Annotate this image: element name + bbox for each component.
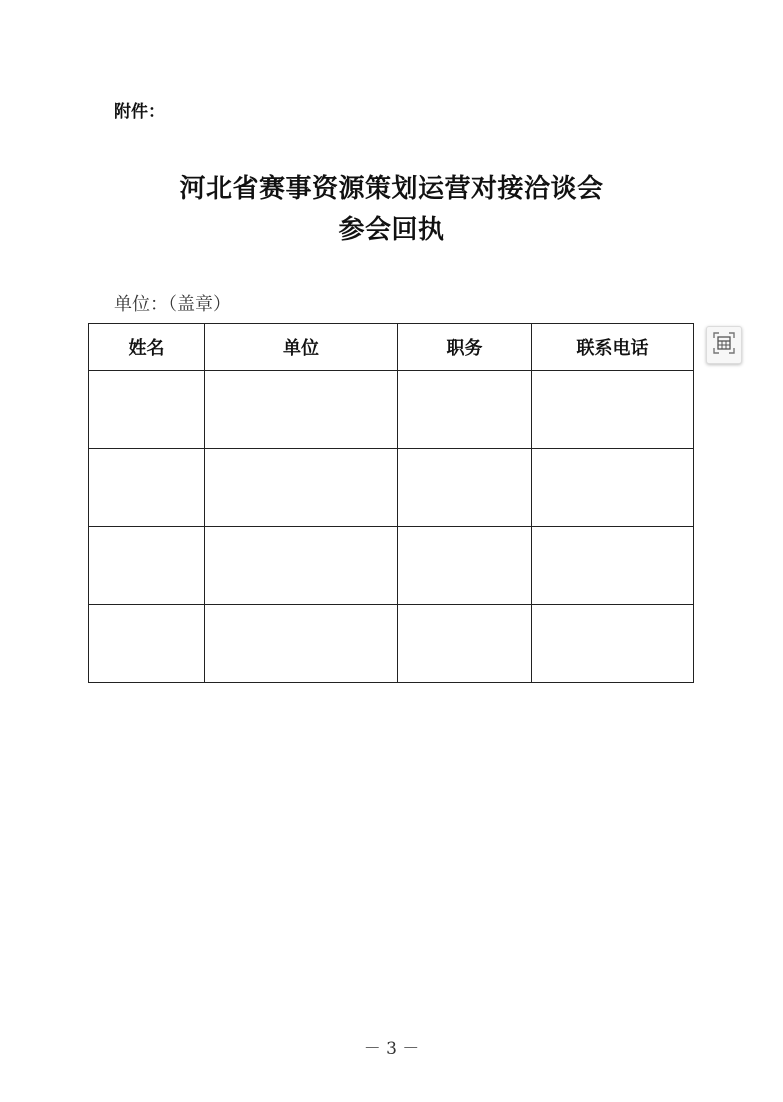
table-cell[interactable] bbox=[205, 527, 398, 605]
attachment-label: 附件： bbox=[114, 102, 165, 122]
table-row bbox=[89, 605, 694, 683]
header-unit: 单位 bbox=[205, 324, 398, 371]
receipt-table bbox=[88, 323, 694, 683]
table-extract-icon bbox=[713, 332, 735, 358]
table-cell[interactable] bbox=[89, 605, 205, 683]
document-title-line2: 参会回执 bbox=[338, 215, 445, 245]
table-cell[interactable] bbox=[205, 449, 398, 527]
header-position: 职务 bbox=[398, 324, 532, 371]
table-cell[interactable] bbox=[532, 371, 694, 449]
table-row bbox=[89, 527, 694, 605]
table-cell[interactable] bbox=[398, 605, 532, 683]
header-name: 姓名 bbox=[89, 324, 205, 371]
table-cell[interactable] bbox=[398, 449, 532, 527]
document-title-line1: 河北省赛事资源策划运营对接洽谈会 bbox=[179, 174, 604, 204]
table-cell[interactable] bbox=[205, 371, 398, 449]
unit-seal-label: 单位：（盖章） bbox=[114, 294, 231, 315]
table-cell[interactable] bbox=[398, 527, 532, 605]
table-cell[interactable] bbox=[532, 527, 694, 605]
table-cell[interactable] bbox=[532, 605, 694, 683]
header-phone: 联系电话 bbox=[532, 324, 694, 371]
table-cell[interactable] bbox=[398, 371, 532, 449]
table-header-row bbox=[89, 324, 694, 371]
table-extract-button[interactable] bbox=[706, 326, 742, 364]
page-number: － 3 － bbox=[363, 1039, 420, 1059]
table-row bbox=[89, 449, 694, 527]
table-cell[interactable] bbox=[89, 449, 205, 527]
table-cell[interactable] bbox=[89, 527, 205, 605]
table-cell[interactable] bbox=[205, 605, 398, 683]
table-cell[interactable] bbox=[89, 371, 205, 449]
table-cell[interactable] bbox=[532, 449, 694, 527]
table-row bbox=[89, 371, 694, 449]
